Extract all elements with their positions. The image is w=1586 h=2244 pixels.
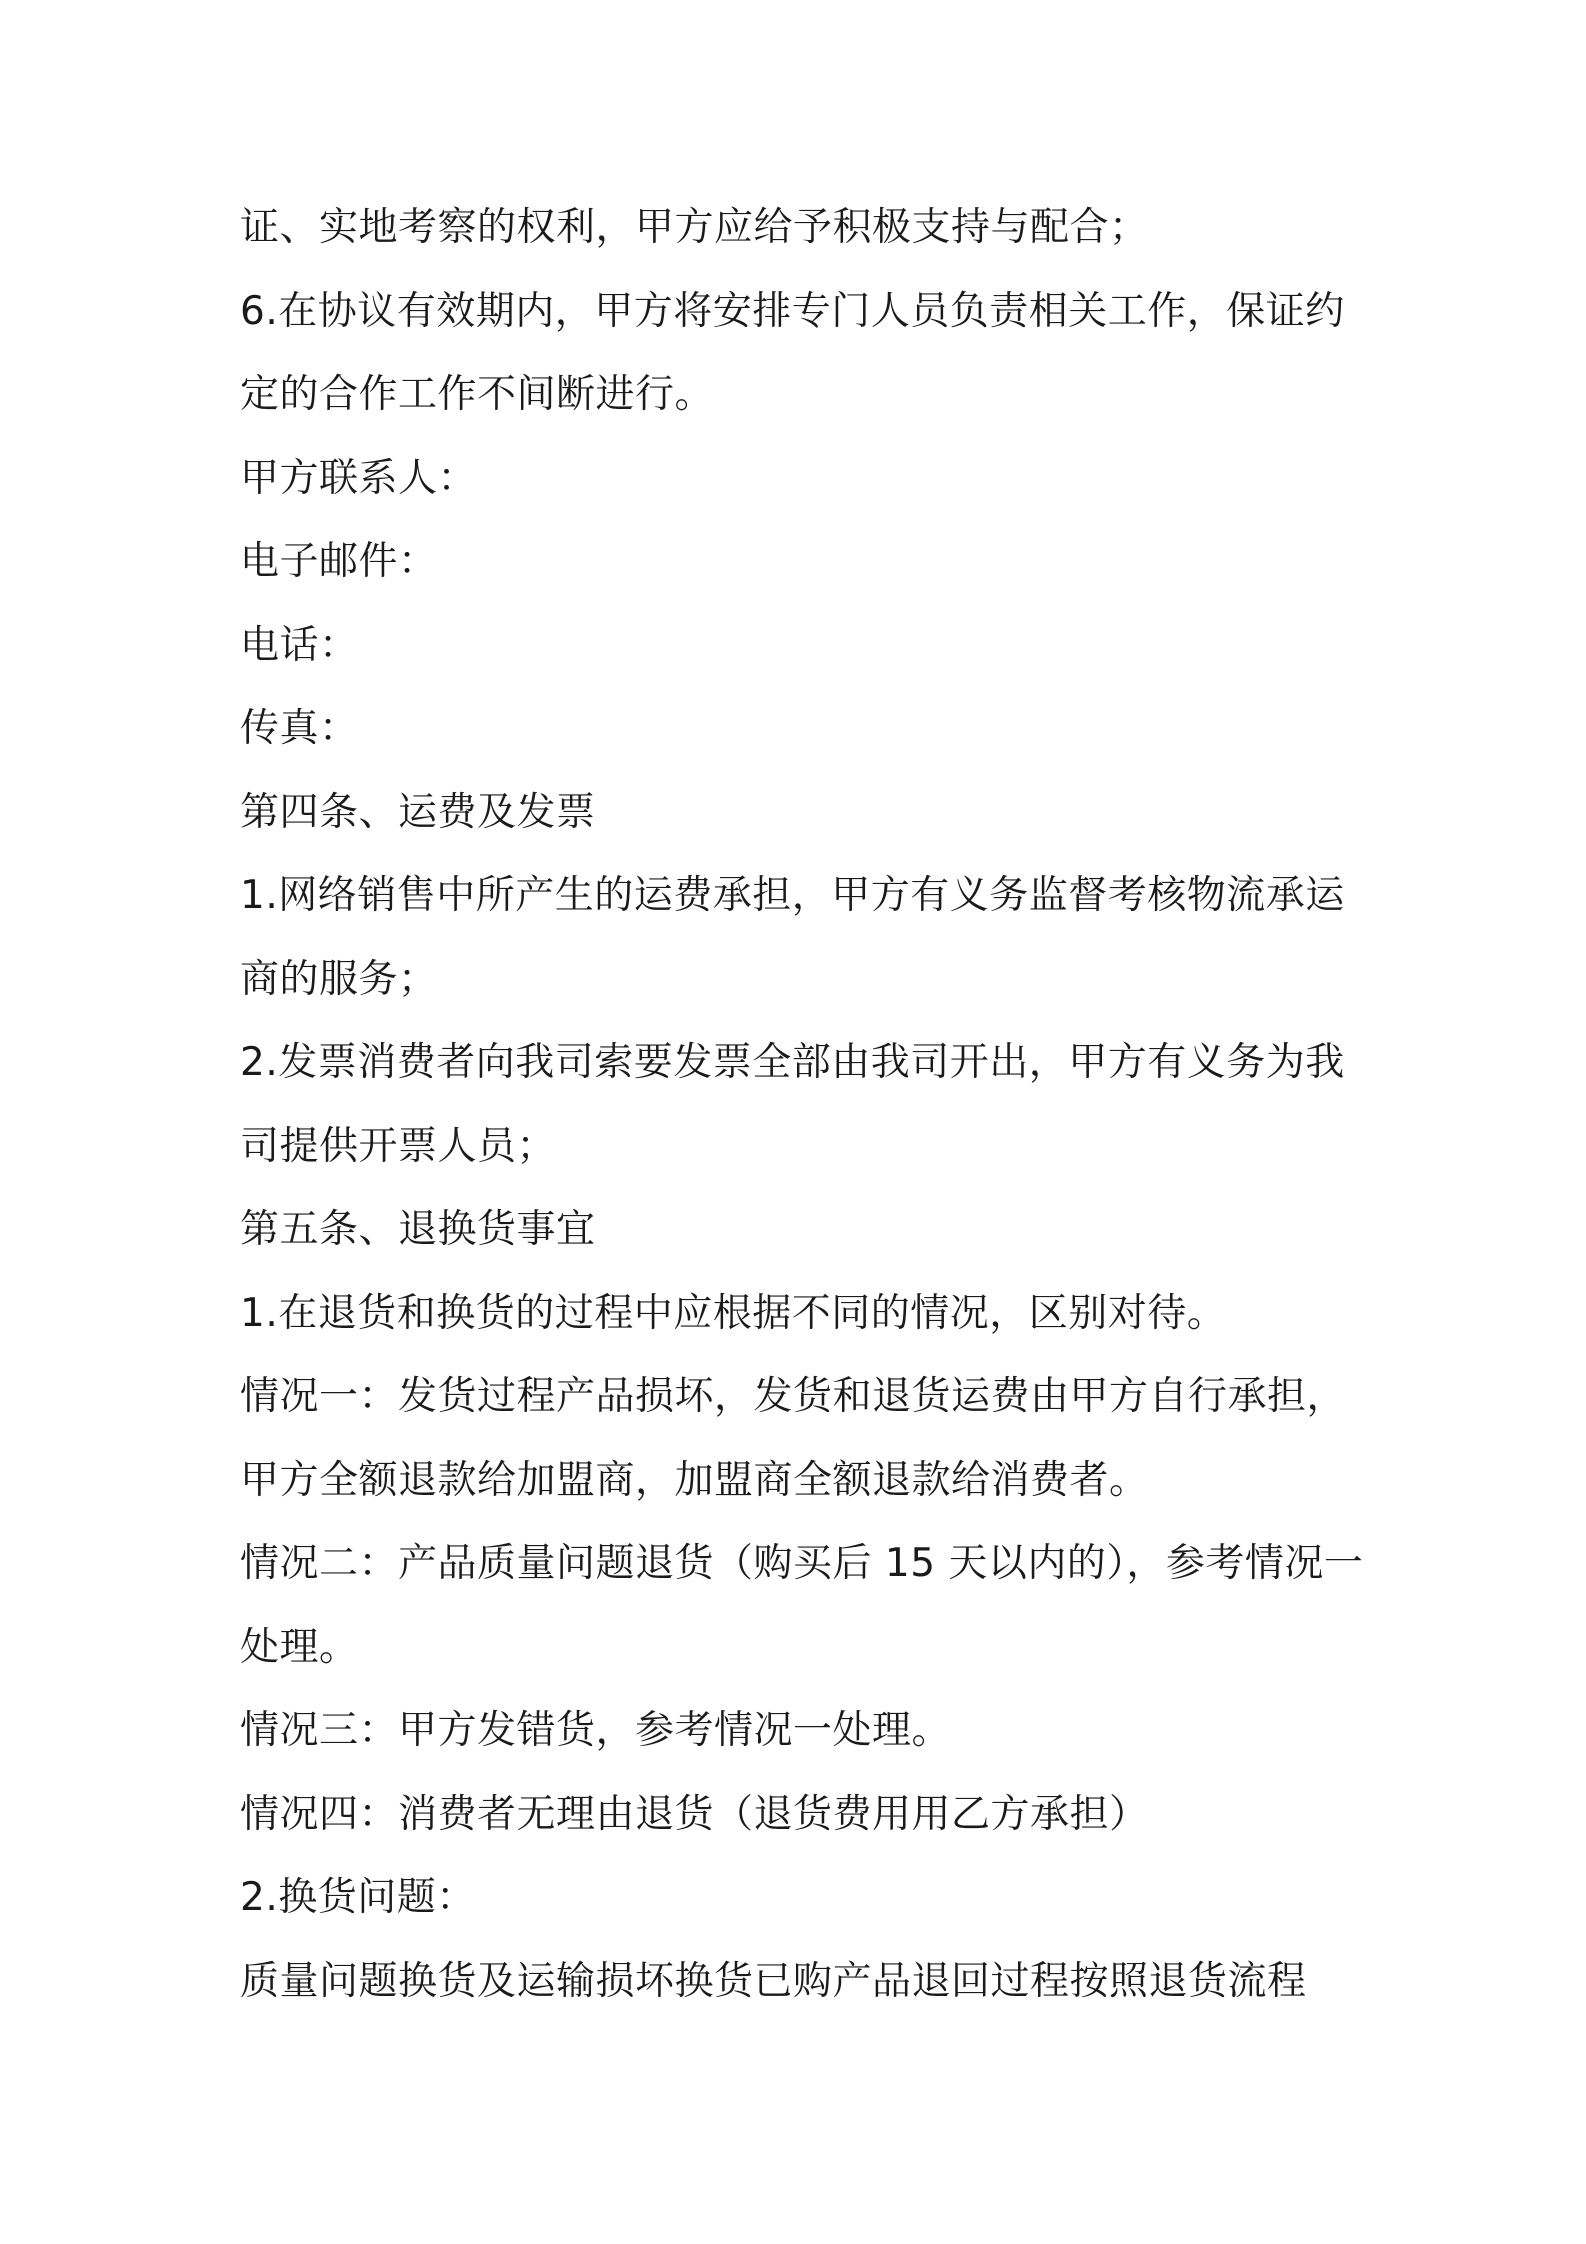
text-line: 处理。 — [240, 1624, 359, 1670]
text-line: 2.换货问题： — [240, 1875, 476, 1920]
text-line: 定的合作工作不间断进行。 — [240, 372, 715, 417]
text-line: 商的服务； — [240, 956, 438, 1002]
text-line: 甲方全额退款给加盟商，加盟商全额退款给消费者。 — [240, 1457, 1149, 1503]
text-line: 电子邮件： — [240, 539, 438, 584]
text-line: 电话： — [240, 622, 359, 668]
document-body — [240, 186, 1364, 2023]
text-line: 证、实地考察的权利，甲方应给予积极支持与配合； — [240, 205, 1149, 250]
text-line: 1.在退货和换货的过程中应根据不同的情况，区别对待。 — [240, 1290, 1227, 1336]
text-line: 传真： — [240, 706, 359, 751]
text-line: 情况三：甲方发错货，参考情况一处理。 — [240, 1708, 952, 1753]
text-line: 2.发票消费者向我司索要发票全部由我司开出，甲方有义务为我 — [240, 1040, 1345, 1085]
text-line: 情况二：产品质量问题退货（购买后 15 天以内的），参考情况一 — [240, 1541, 1364, 1586]
text-line: 6.在协议有效期内，甲方将安排专门人员负责相关工作，保证约 — [240, 288, 1345, 334]
text-line: 1.网络销售中所产生的运费承担，甲方有义务监督考核物流承运 — [240, 873, 1345, 918]
section-heading: 第四条、运费及发票 — [240, 789, 596, 835]
text-line: 甲方联系人： — [240, 455, 478, 501]
text-line: 情况四：消费者无理由退货（退货费用用乙方承担） — [240, 1791, 1149, 1837]
text-line: 司提供开票人员； — [240, 1123, 557, 1169]
text-line: 情况一：发货过程产品损坏，发货和退货运费由甲方自行承担， — [240, 1374, 1347, 1419]
section-heading: 第五条、退换货事宜 — [240, 1207, 596, 1252]
text-line: 质量问题换货及运输损坏换货已购产品退回过程按照退货流程 — [240, 1958, 1307, 2004]
